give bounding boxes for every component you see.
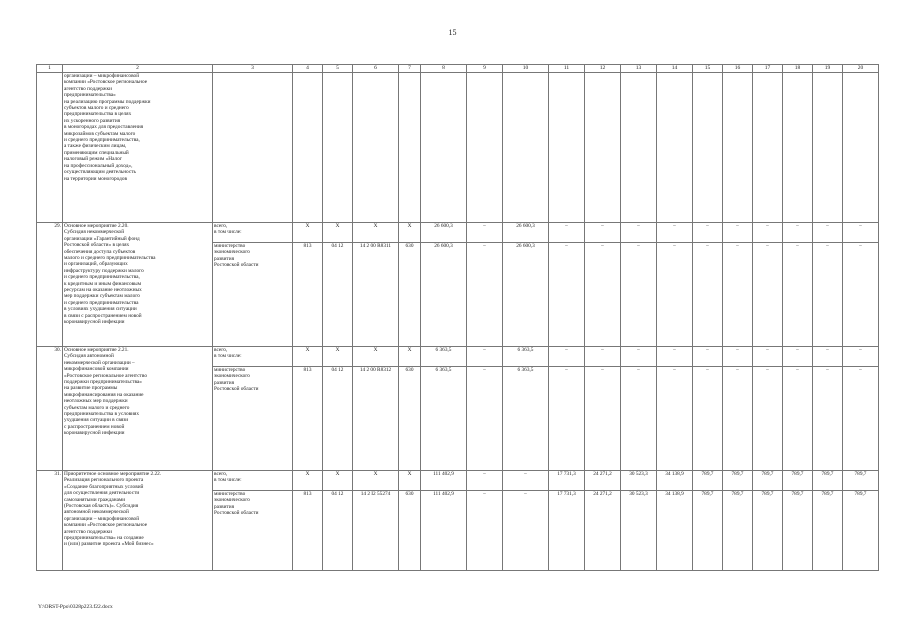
value-cell-col-11: 17 731,3 [549, 491, 585, 571]
page-number: 15 [448, 28, 457, 37]
value-cell-col-13: – [621, 223, 657, 243]
value-cell-col-15: – [693, 243, 723, 347]
value-cell-col-8: 6 363,5 [421, 347, 467, 367]
value-cell-col-14: – [657, 367, 693, 471]
value-cell-col-19: – [813, 347, 843, 367]
value-cell-col-14 [657, 73, 693, 223]
value-cell-col-4: 813 [293, 243, 323, 347]
value-cell-col-20: – [843, 243, 879, 347]
value-cell-col-8: 111 402,9 [421, 471, 467, 491]
value-cell-col-15: – [693, 223, 723, 243]
value-cell-col-11: – [549, 367, 585, 471]
value-cell-col-7: 630 [399, 491, 421, 571]
column-number-cell: 19 [813, 65, 843, 73]
value-cell-col-5: Х [323, 471, 353, 491]
value-cell-col-12: 24 271,2 [585, 471, 621, 491]
value-cell-col-6: 14 2 00 R8312 [353, 367, 399, 471]
value-cell-col-19: – [813, 367, 843, 471]
value-cell-col-17: 789,7 [753, 491, 783, 571]
value-cell-col-12: – [585, 223, 621, 243]
value-cell-col-13: 30 523,3 [621, 491, 657, 571]
value-cell-col-12: – [585, 347, 621, 367]
value-cell-col-10: 6 363,5 [503, 347, 549, 367]
value-cell-col-9: – [467, 491, 503, 571]
value-cell-col-13: – [621, 347, 657, 367]
value-cell-col-20: – [843, 223, 879, 243]
value-cell-col-18: – [783, 243, 813, 347]
measure-name-cell: организации – микрофинансовой компании «Ростовское региональное агентство поддержки предпринимательства» на реализацию программы поддержки субъектов малого и среднего предпринимательства в целях их ускоренного развития в моногородах для предоставления микрозаймов субъектам малого и среднего предпринимательства, а также физическим лицам, применяющим специальный налоговый режим «Налог на профессиональный доход», осуществляющим деятельность на территории моногородов [63, 73, 213, 223]
table-row [37, 347, 879, 367]
column-number-cell: 4 [293, 65, 323, 73]
value-cell-col-16: 789,7 [723, 471, 753, 491]
value-cell-col-7: Х [399, 471, 421, 491]
value-cell-col-9: – [467, 223, 503, 243]
value-cell-col-13: 30 523,3 [621, 471, 657, 491]
value-cell-col-8: 26 600,3 [421, 223, 467, 243]
value-cell-col-19: 789,7 [813, 491, 843, 571]
value-cell-col-20: – [843, 367, 879, 471]
row-number-cell: 31. [37, 471, 63, 571]
row-number-cell: 30. [37, 347, 63, 471]
value-cell-col-5 [323, 73, 353, 223]
value-cell-col-5: Х [323, 223, 353, 243]
column-number-cell: 20 [843, 65, 879, 73]
value-cell-col-19 [813, 73, 843, 223]
value-cell-col-12: – [585, 367, 621, 471]
value-cell-col-9: – [467, 471, 503, 491]
column-number-cell: 15 [693, 65, 723, 73]
value-cell-col-17: 789,7 [753, 471, 783, 491]
executor-cell: министерство экономического развития Ростовской области [213, 491, 293, 571]
measure-name-cell: Приоритетное основное мероприятие 2.22. Реализация регионального проекта «Создание благоприятных условий для осуществления деятельности самозанятыми гражданами (Ростовская область)». Субсидия автономной некоммерческой организации – микрофинансовой компании «Ростовское региональное агентство поддержки предпринимательства» на создание и (или) развитие проекта «Мой бизнес» [63, 471, 213, 571]
value-cell-col-17: – [753, 347, 783, 367]
value-cell-col-18: 789,7 [783, 471, 813, 491]
executor-cell: министерство экономического развития Ростовской области [213, 367, 293, 471]
value-cell-col-13: – [621, 243, 657, 347]
value-cell-col-9: – [467, 243, 503, 347]
value-cell-col-18: – [783, 347, 813, 367]
value-cell-col-11 [549, 73, 585, 223]
value-cell-col-20 [843, 73, 879, 223]
row-number-cell [37, 73, 63, 223]
value-cell-col-6: Х [353, 223, 399, 243]
value-cell-col-15: – [693, 367, 723, 471]
value-cell-col-11: – [549, 243, 585, 347]
value-cell-col-18: – [783, 367, 813, 471]
table-row [37, 73, 879, 223]
column-number-cell: 2 [63, 65, 213, 73]
value-cell-col-14: 34 138,9 [657, 491, 693, 571]
column-number-cell: 1 [37, 65, 63, 73]
value-cell-col-20: 789,7 [843, 491, 879, 571]
value-cell-col-10 [503, 73, 549, 223]
column-number-row [37, 65, 879, 73]
value-cell-col-14: – [657, 347, 693, 367]
value-cell-col-5: 04 12 [323, 243, 353, 347]
value-cell-col-10: – [503, 471, 549, 491]
value-cell-col-4: 813 [293, 491, 323, 571]
value-cell-col-14: – [657, 223, 693, 243]
column-number-cell: 12 [585, 65, 621, 73]
value-cell-col-10: 26 600,3 [503, 223, 549, 243]
value-cell-col-20: – [843, 347, 879, 367]
value-cell-col-6: Х [353, 347, 399, 367]
value-cell-col-5: 04 12 [323, 367, 353, 471]
value-cell-col-4 [293, 73, 323, 223]
executor-cell [213, 73, 293, 223]
value-cell-col-16: – [723, 367, 753, 471]
column-number-cell: 18 [783, 65, 813, 73]
value-cell-col-6: 14 2 00 R8311 [353, 243, 399, 347]
value-cell-col-10: – [503, 491, 549, 571]
value-cell-col-4: 813 [293, 367, 323, 471]
executor-cell: министерство экономического развития Ростовской области [213, 243, 293, 347]
file-path-footer: Y:\ORST-Ppo\0328p223.f22.docx [38, 604, 113, 610]
value-cell-col-8: 111 402,9 [421, 491, 467, 571]
table-row [37, 471, 879, 491]
value-cell-col-16: – [723, 223, 753, 243]
value-cell-col-13: – [621, 367, 657, 471]
value-cell-col-16 [723, 73, 753, 223]
value-cell-col-15 [693, 73, 723, 223]
column-number-cell: 7 [399, 65, 421, 73]
value-cell-col-8 [421, 73, 467, 223]
measure-name-cell: Основное мероприятие 2.20. Субсидия некоммерческой организации «Гарантийный фонд Ростовской области» в целях обеспечения доступа субъектов малого и среднего предпринимательства и организаций, образующих инфраструктуру поддержки малого и среднего предпринимательства, к кредитным и иным финансовым ресурсам на оказание неотложных мер поддержки субъектам малого и среднего предпринимательства в условиях ухудшения ситуации в связи с распространением новой коронавирусной инфекции [63, 223, 213, 347]
value-cell-col-7 [399, 73, 421, 223]
value-cell-col-4: Х [293, 223, 323, 243]
column-number-cell: 13 [621, 65, 657, 73]
column-number-cell: 3 [213, 65, 293, 73]
value-cell-col-5: Х [323, 347, 353, 367]
value-cell-col-15: 789,7 [693, 471, 723, 491]
value-cell-col-13 [621, 73, 657, 223]
column-number-cell: 8 [421, 65, 467, 73]
value-cell-col-7: 630 [399, 243, 421, 347]
column-number-cell: 6 [353, 65, 399, 73]
value-cell-col-6 [353, 73, 399, 223]
value-cell-col-11: – [549, 347, 585, 367]
column-number-cell: 5 [323, 65, 353, 73]
executor-cell: всего, в том числе: [213, 471, 293, 491]
value-cell-col-8: 26 600,3 [421, 243, 467, 347]
value-cell-col-15: – [693, 347, 723, 367]
value-cell-col-17 [753, 73, 783, 223]
value-cell-col-6: Х [353, 471, 399, 491]
table-row [37, 223, 879, 243]
value-cell-col-18: 789,7 [783, 491, 813, 571]
value-cell-col-17: – [753, 367, 783, 471]
value-cell-col-5: 04 12 [323, 491, 353, 571]
value-cell-col-4: Х [293, 471, 323, 491]
value-cell-col-15: 789,7 [693, 491, 723, 571]
value-cell-col-19: – [813, 223, 843, 243]
column-number-cell: 11 [549, 65, 585, 73]
financing-table [36, 64, 879, 571]
column-number-cell: 17 [753, 65, 783, 73]
value-cell-col-18 [783, 73, 813, 223]
value-cell-col-19: – [813, 243, 843, 347]
row-number-cell: 29. [37, 223, 63, 347]
column-number-cell: 16 [723, 65, 753, 73]
executor-cell: всего, в том числе: [213, 347, 293, 367]
value-cell-col-7: Х [399, 347, 421, 367]
value-cell-col-9: – [467, 347, 503, 367]
value-cell-col-9: – [467, 367, 503, 471]
value-cell-col-10: 6 363,5 [503, 367, 549, 471]
value-cell-col-17: – [753, 223, 783, 243]
value-cell-col-14: – [657, 243, 693, 347]
column-number-cell: 10 [503, 65, 549, 73]
value-cell-col-10: 26 600,3 [503, 243, 549, 347]
value-cell-col-6: 14 2 I2 55274 [353, 491, 399, 571]
value-cell-col-12: – [585, 243, 621, 347]
value-cell-col-16: – [723, 347, 753, 367]
value-cell-col-11: 17 731,3 [549, 471, 585, 491]
value-cell-col-8: 6 363,5 [421, 367, 467, 471]
measure-name-cell: Основное мероприятие 2.21. Субсидия автономной некоммерческой организации – микрофинансовой компании «Ростовское региональное агентство поддержки предпринимательства» на развитие программы микрофинансирования на оказание неотложных мер поддержки субъектам малого и среднего предпринимательства в условиях ухудшения ситуации в связи с распространением новой коронавирусной инфекции [63, 347, 213, 471]
value-cell-col-17: – [753, 243, 783, 347]
value-cell-col-4: Х [293, 347, 323, 367]
column-number-cell: 9 [467, 65, 503, 73]
executor-cell: всего, в том числе: [213, 223, 293, 243]
value-cell-col-11: – [549, 223, 585, 243]
value-cell-col-7: Х [399, 223, 421, 243]
value-cell-col-12: 24 271,2 [585, 491, 621, 571]
value-cell-col-19: 789,7 [813, 471, 843, 491]
value-cell-col-7: 630 [399, 367, 421, 471]
value-cell-col-18: – [783, 223, 813, 243]
value-cell-col-12 [585, 73, 621, 223]
column-number-cell: 14 [657, 65, 693, 73]
value-cell-col-14: 34 138,9 [657, 471, 693, 491]
value-cell-col-20: 789,7 [843, 471, 879, 491]
value-cell-col-16: 789,7 [723, 491, 753, 571]
value-cell-col-16: – [723, 243, 753, 347]
value-cell-col-9 [467, 73, 503, 223]
